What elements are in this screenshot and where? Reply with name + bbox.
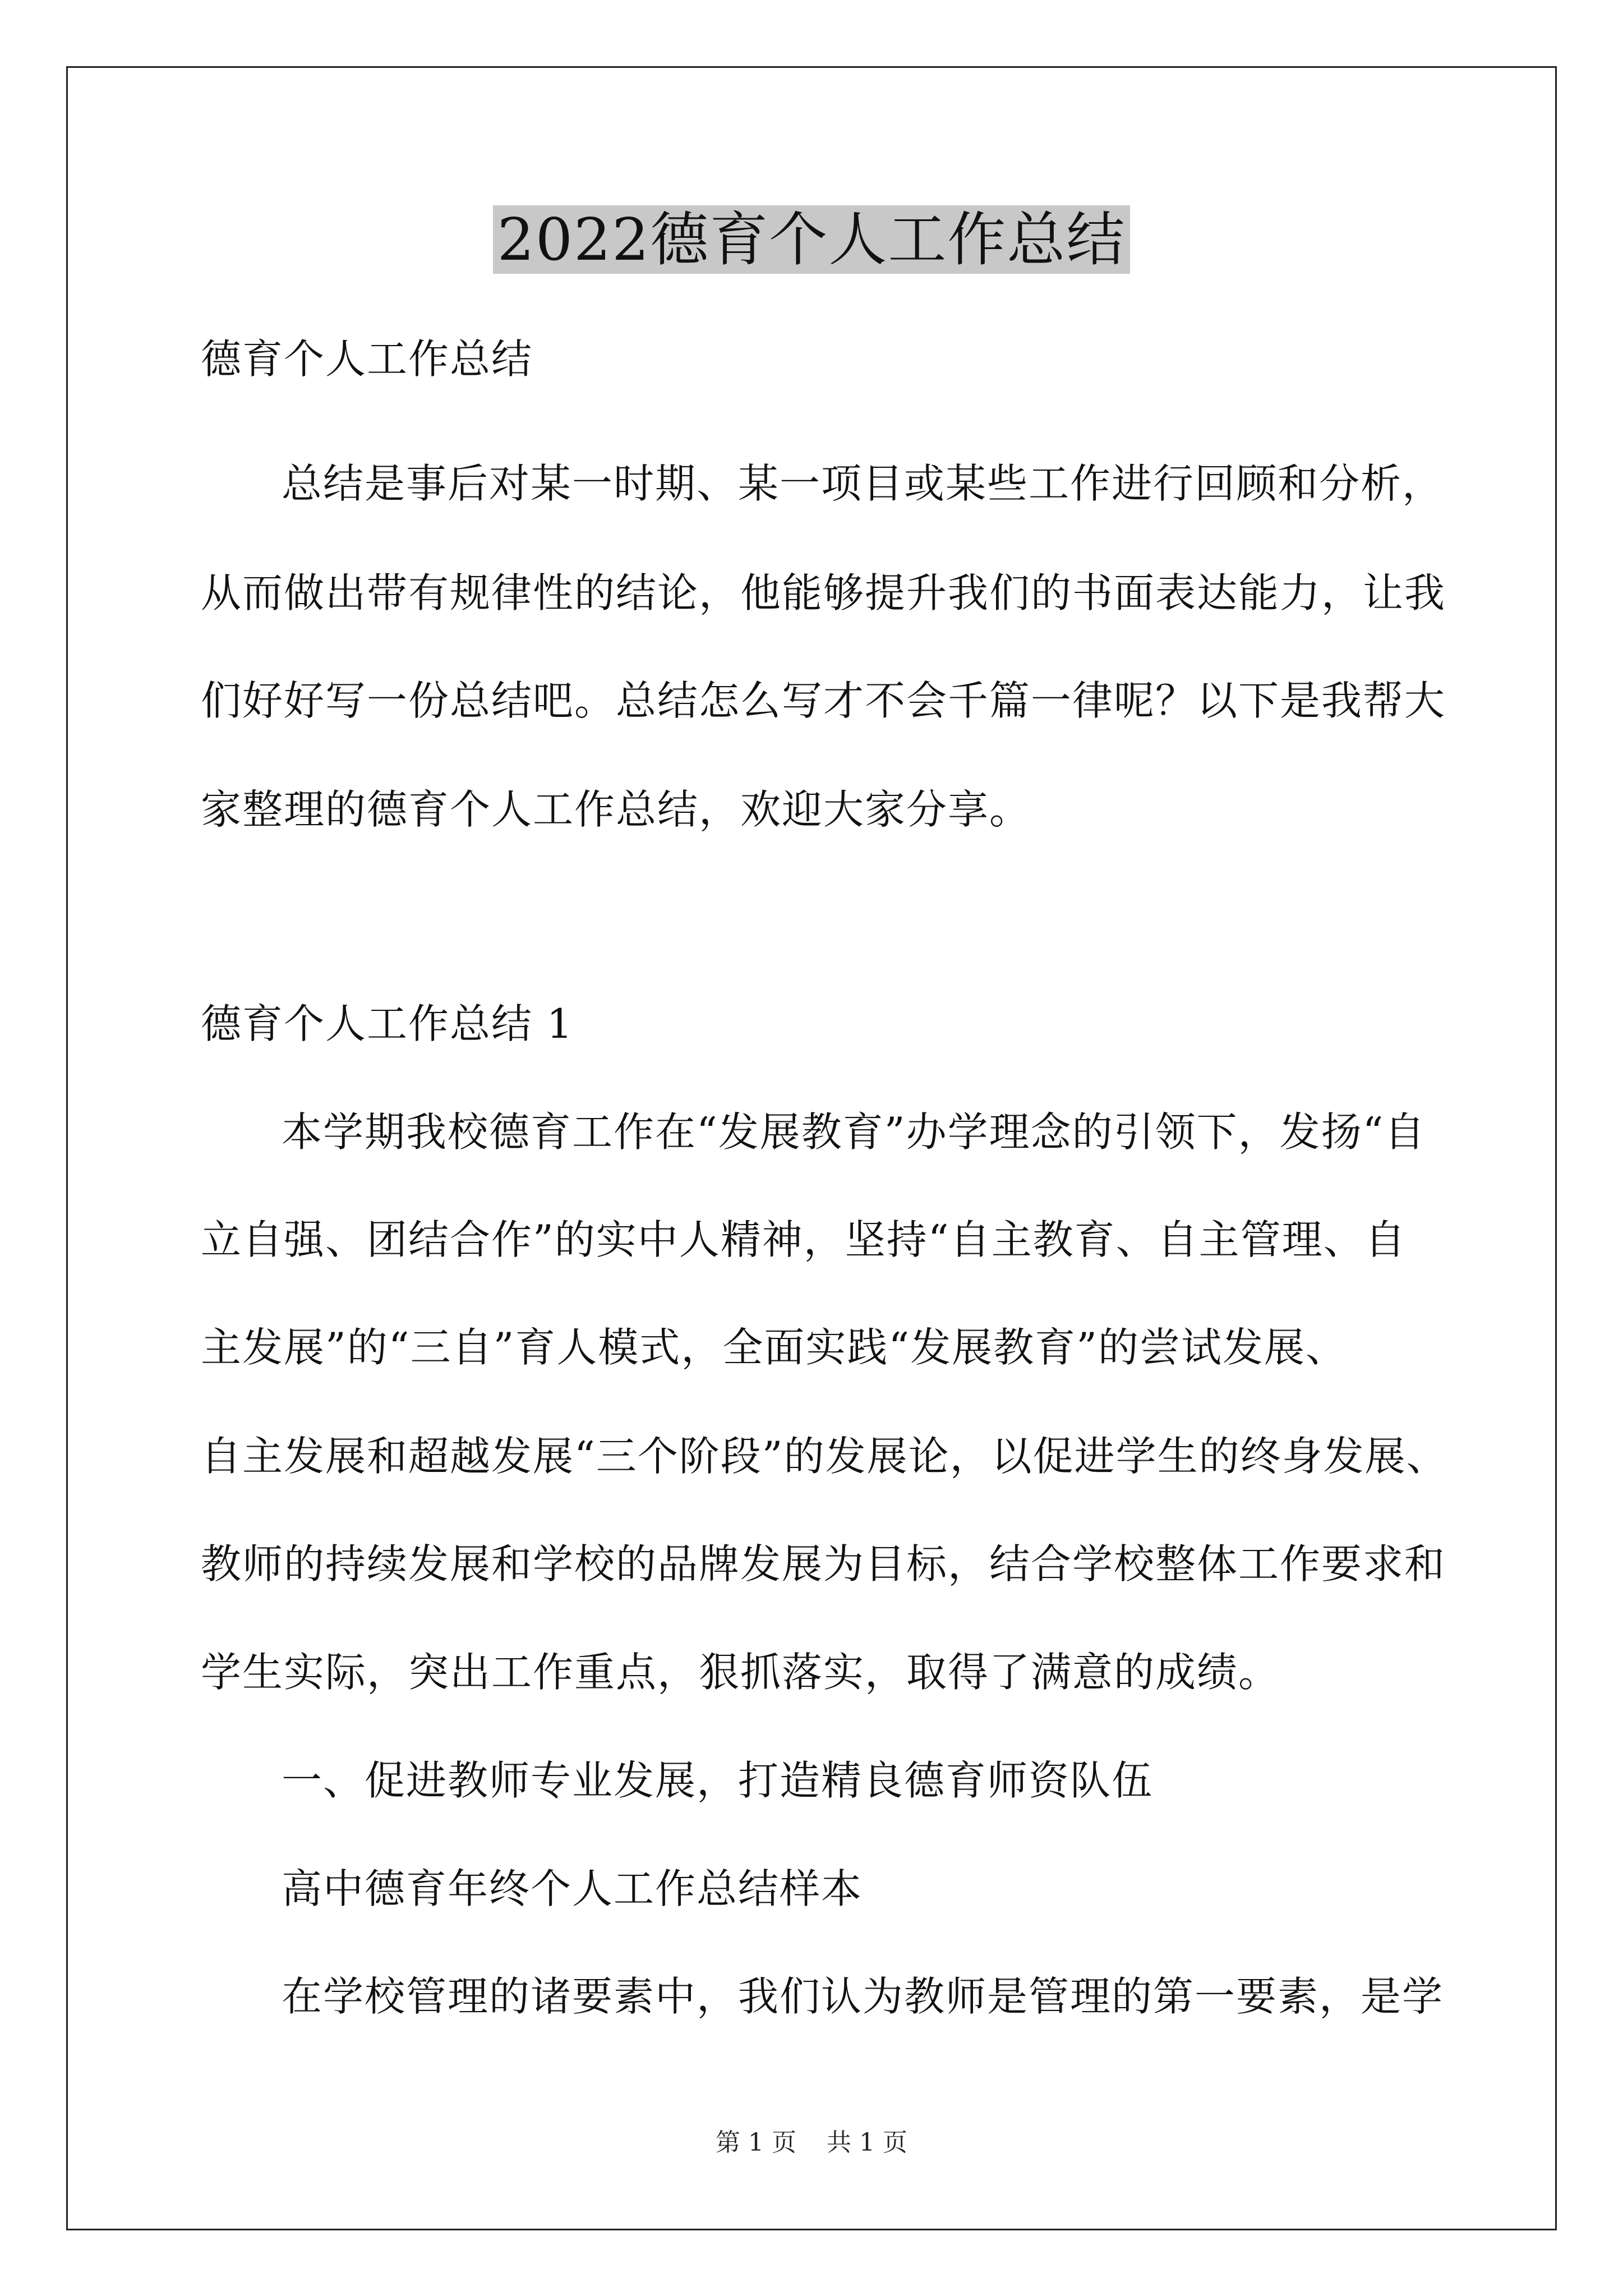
text-line: 本学期我校德育工作在“发展教育”办学理念的引领下，发扬“自 (282, 1108, 1426, 1156)
text-line: 们好好写一份总结吧。总结怎么写才不会千篇一律呢？以下是我帮大 (201, 677, 1446, 724)
text-line: 立自强、团结合作”的实中人精神，坚持“自主教育、自主管理、自 (201, 1216, 1407, 1263)
document-title-text: 2022德育个人工作总结 (493, 205, 1131, 274)
text-line: 总结是事后对某一时期、某一项目或某些工作进行回顾和分析， (282, 460, 1444, 507)
text-line: 高中德育年终个人工作总结样本 (282, 1865, 863, 1912)
text-line: 自主发展和超越发展“三个阶段”的发展论，以促进学生的终身发展、 (201, 1433, 1448, 1480)
text-line: 从而做出带有规律性的结论，他能够提升我们的书面表达能力，让我 (201, 569, 1446, 616)
text-line: 在学校管理的诸要素中，我们认为教师是管理的第一要素，是学 (282, 1973, 1444, 2020)
text-line: 德育个人工作总结 (201, 335, 533, 383)
text-line: 学生实际，突出工作重点，狠抓落实，取得了满意的成绩。 (201, 1649, 1280, 1696)
text-line: 教师的持续发展和学校的品牌发展为目标，结合学校整体工作要求和 (201, 1540, 1446, 1588)
text-line: 主发展”的“三自”育人模式，全面实践“发展教育”的尝试发展、 (201, 1324, 1348, 1371)
document-title (0, 197, 1623, 282)
text-line: 德育个人工作总结 1 (201, 1000, 574, 1047)
text-line: 家整理的德育个人工作总结，欢迎大家分享。 (201, 786, 1031, 833)
text-line: 一、促进教师专业发展，打造精良德育师资队伍 (282, 1757, 1154, 1804)
page-total: 共 1 页 (827, 2128, 907, 2157)
page-number: 第 1 页 (716, 2128, 796, 2157)
page-footer (0, 2126, 1623, 2160)
